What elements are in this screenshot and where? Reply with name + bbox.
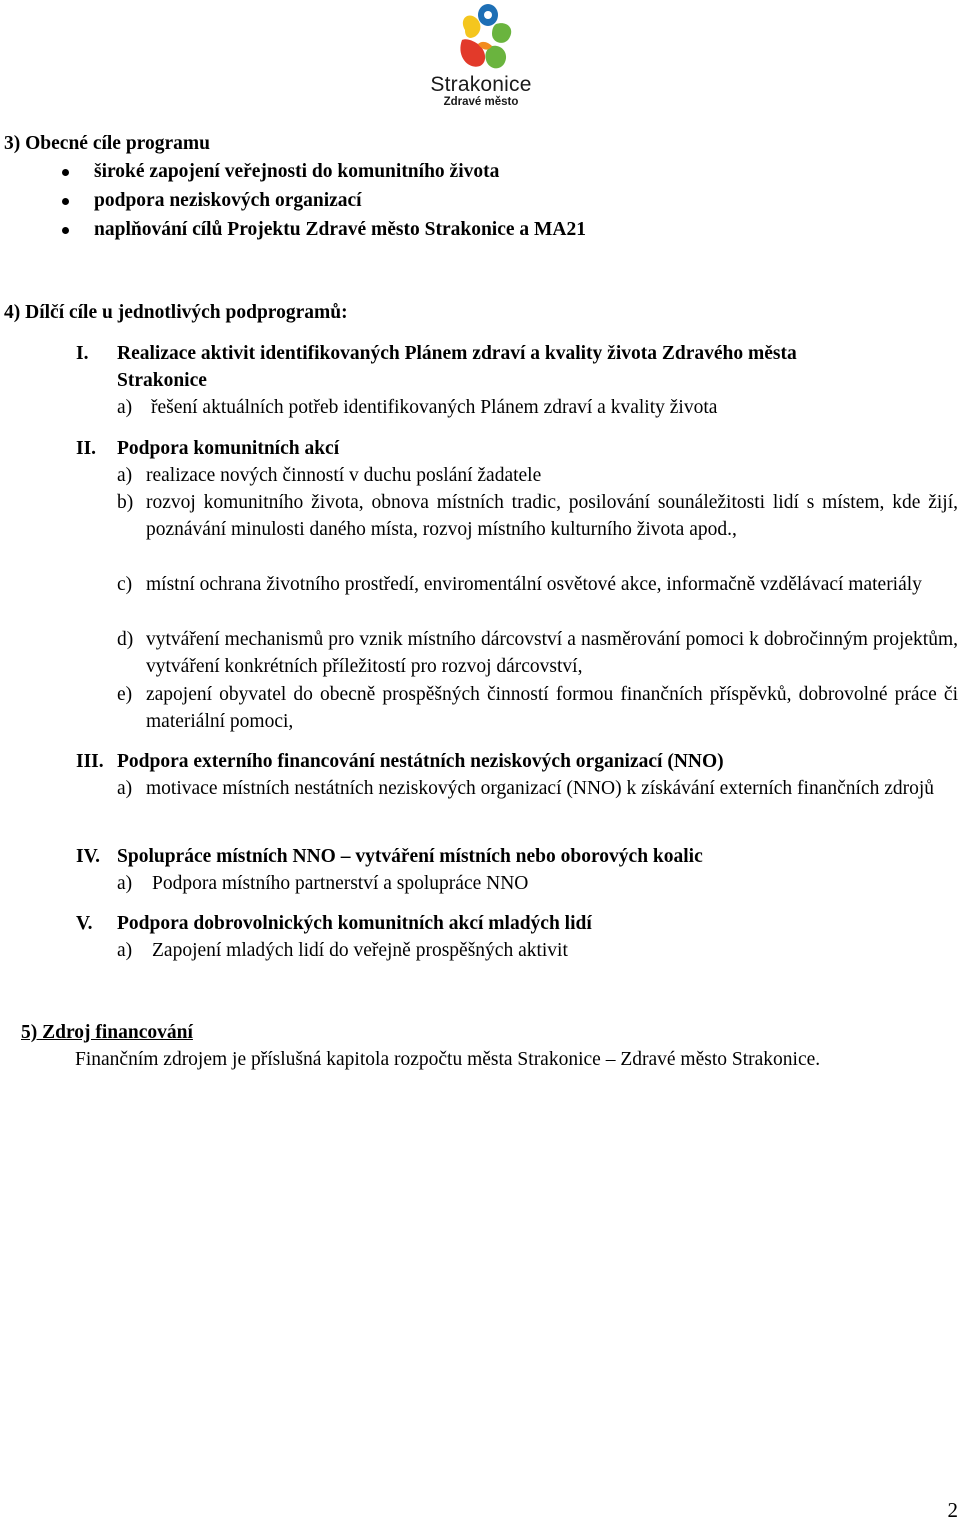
sub-text: zapojení obyvatel do obecně prospěšných činností formou finančních příspěvků, dobrovolné práce či materiální pomoci,	[146, 684, 958, 732]
subprogram-title: Podpora externího financování nestátních neziskových organizací (NNO)	[117, 751, 724, 772]
bullet-text: široké zapojení veřejnosti do komunitního života	[94, 161, 500, 182]
sub-text: motivace místních nestátních neziskových organizací (NNO) k získávání externích finančních zdrojů	[146, 778, 935, 799]
bullet-icon	[62, 227, 69, 234]
logo-petal-green	[492, 23, 511, 43]
sub-letter: b)	[117, 492, 134, 513]
section4-heading: 4) Dílčí cíle u jednotlivých podprogramů:	[4, 302, 348, 323]
sub-letter: a)	[117, 873, 133, 894]
subprogram-title: Realizace aktivit identifikovaných Plánem zdraví a kvality života Zdravého města	[117, 343, 797, 364]
sub-text: realizace nových činností v duchu poslání žadatele	[146, 465, 542, 486]
subprogram-numeral: I.	[76, 343, 89, 364]
subprogram-numeral: V.	[76, 913, 93, 934]
subprogram-title: Spolupráce místních NNO – vytváření místních nebo oborových koalic	[117, 846, 703, 867]
subprogram-numeral: III.	[76, 751, 104, 772]
sub-letter: e)	[117, 684, 133, 705]
sub-letter: a)	[117, 940, 133, 961]
page-number: 2	[947, 1498, 958, 1522]
subprogram-numeral: IV.	[76, 846, 101, 867]
subprogram-numeral: II.	[76, 438, 97, 459]
subprogram-title: Podpora dobrovolnických komunitních akcí mladých lidí	[117, 913, 592, 934]
sub-letter: c)	[117, 574, 133, 595]
strakonice-logo	[418, 0, 544, 112]
subprogram-title: Podpora komunitních akcí	[117, 438, 340, 459]
sub-text: Zapojení mladých lidí do veřejně prospěšných aktivit	[152, 940, 568, 961]
section5-text: Finančním zdrojem je příslušná kapitola rozpočtu města Strakonice – Zdravé město Strakonice.	[75, 1049, 821, 1070]
sub-letter: d)	[117, 629, 134, 650]
sub-letter: a)	[117, 465, 133, 486]
sub-letter: a)	[117, 397, 133, 418]
bullet-text: naplňování cílů Projektu Zdravé město Strakonice a MA21	[94, 219, 587, 240]
logo-name: Strakonice	[430, 73, 532, 96]
sub-text: Podpora místního partnerství a spolupráce NNO	[152, 873, 529, 894]
section3-heading: 3) Obecné cíle programu	[4, 133, 210, 154]
bullet-icon	[62, 198, 69, 205]
sub-text: vytváření mechanismů pro vznik místního dárcovství a nasměrování pomoci k dobročinným projektům, vytváření konkrétních příležitostí pro rozvoj dárcovství,	[146, 629, 958, 677]
bullet-text: podpora neziskových organizací	[94, 190, 362, 211]
sub-text: řešení aktuálních potřeb identifikovaných Plánem zdraví a kvality života	[151, 397, 718, 418]
subprogram-title-cont: Strakonice	[117, 370, 207, 391]
logo-subtitle: Zdravé město	[443, 96, 519, 108]
section5-heading: 5) Zdroj financování	[21, 1022, 193, 1043]
sub-text: místní ochrana životního prostředí, enviromentální osvětové akce, informačně vzdělávací materiály	[146, 574, 922, 595]
logo-petal-yellow	[463, 15, 481, 38]
healthy-city-flower-icon	[418, 0, 544, 76]
bullet-icon	[62, 169, 69, 176]
sub-letter: a)	[117, 778, 133, 799]
sub-text: rozvoj komunitního života, obnova místních tradic, posilování sounáležitosti lidí s místem, kde žijí, poznávání minulosti daného místa, rozvoj místního kulturního života apod.,	[146, 492, 958, 540]
